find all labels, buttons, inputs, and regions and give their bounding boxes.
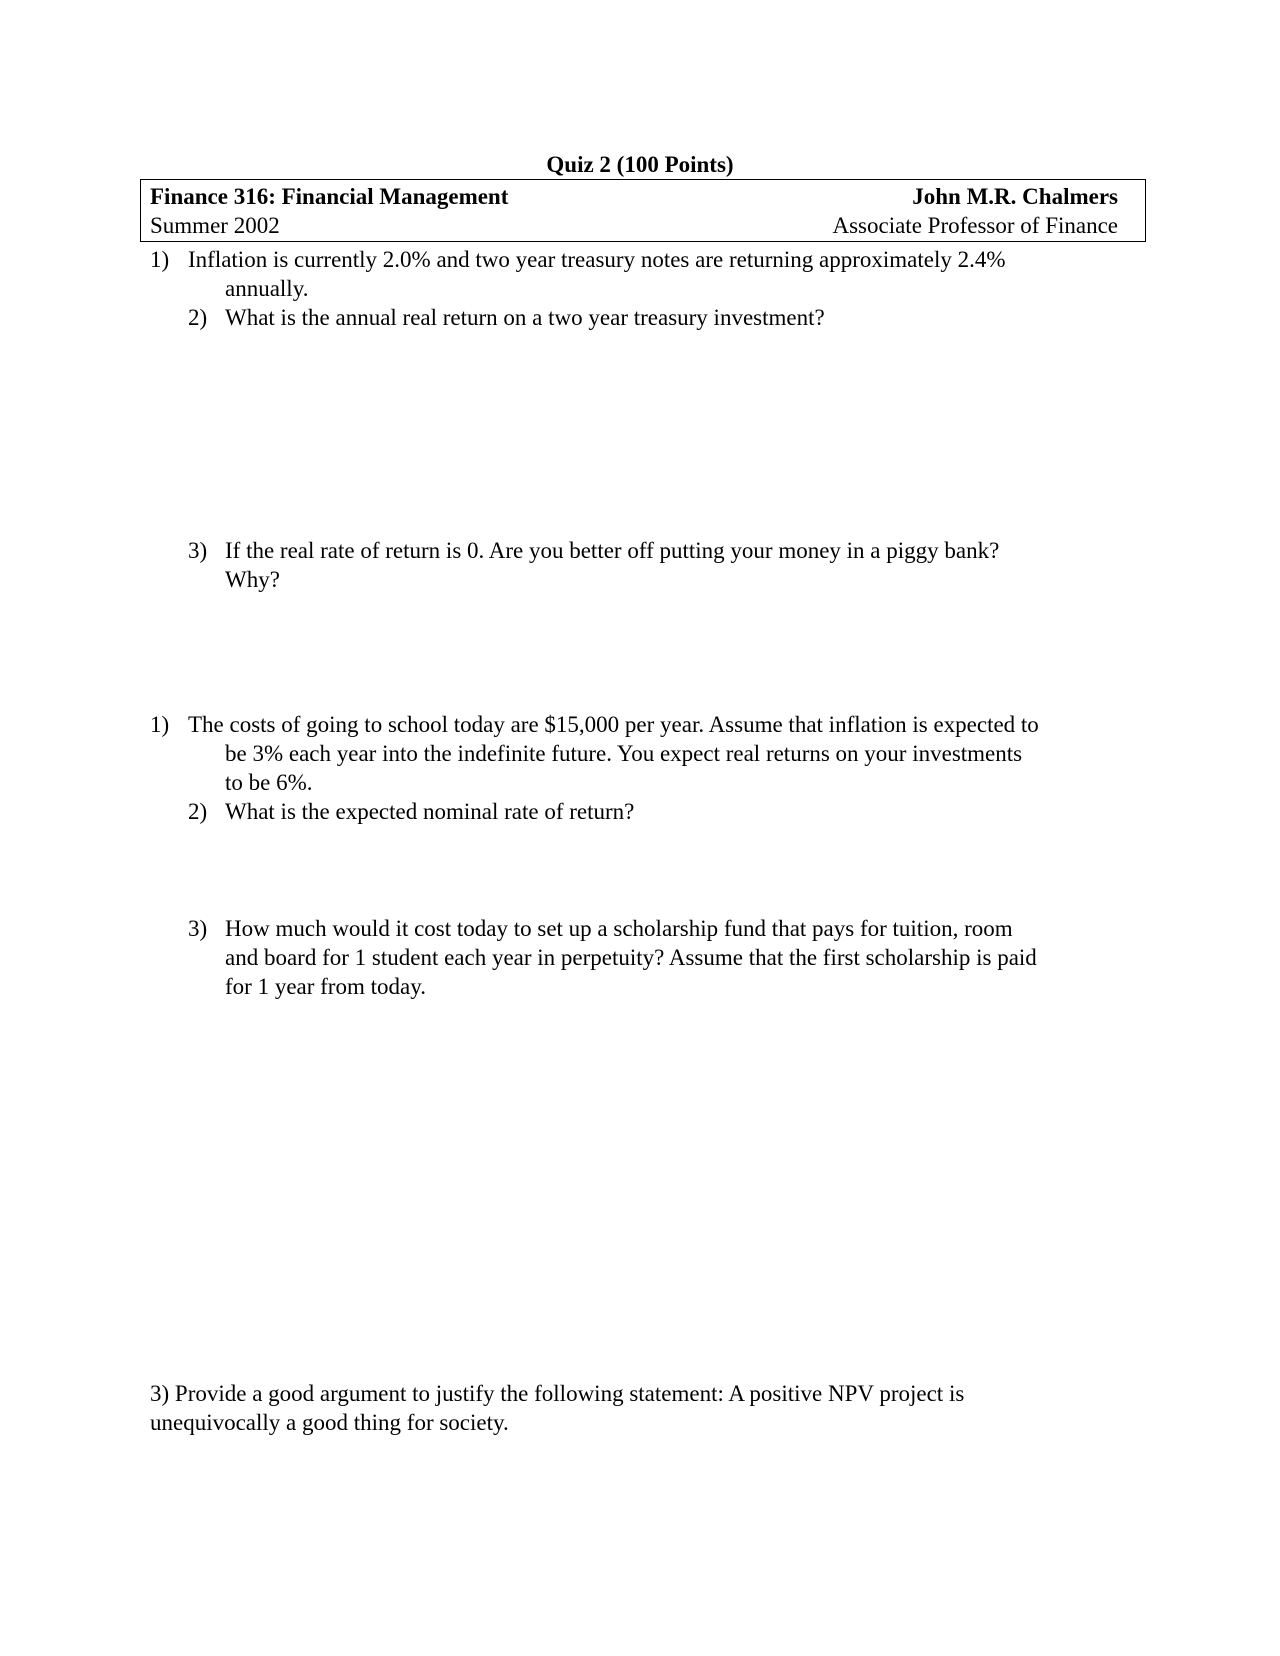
instructor-name: John M.R. Chalmers [912,184,1118,209]
question-text-line: be 3% each year into the indefinite future. You expect real returns on your investments [225,741,1023,766]
question-text-line: unequivocally a good thing for society. [150,1410,509,1435]
question-text-line: annually. [225,276,309,301]
subquestion-text: for 1 year from today. [225,974,426,999]
course-header-box [140,179,1146,242]
subquestion-number: 3) [188,916,208,941]
question-text-line: The costs of going to school today are $15,000 per year. Assume that inflation is expected to [188,712,1039,737]
subquestion-number: 2) [188,799,208,824]
subquestion-text: If the real rate of return is 0. Are you better off putting your money in a piggy bank? [225,538,1000,563]
question-text-line: to be 6%. [225,770,313,795]
subquestion-text: How much would it cost today to set up a scholarship fund that pays for tuition, room [225,916,1013,941]
subquestion-text: and board for 1 student each year in perpetuity? Assume that the first scholarship is paid [225,945,1037,970]
subquestion-text: Why? [225,567,280,592]
question-text-line: Inflation is currently 2.0% and two year treasury notes are returning approximately 2.4% [188,247,1006,272]
subquestion-text: What is the expected nominal rate of return? [225,799,635,824]
question-text-line: 3) Provide a good argument to justify the following statement: A positive NPV project is [150,1381,965,1406]
subquestion-text: What is the annual real return on a two year treasury investment? [225,305,825,330]
instructor-title: Associate Professor of Finance [832,213,1118,238]
subquestion-number: 3) [188,538,208,563]
course-name: Finance 316: Financial Management [150,184,509,209]
term: Summer 2002 [150,213,280,238]
question-number: 1) [150,712,170,737]
header-row-1 [150,182,1118,211]
quiz-title: Quiz 2 (100 Points) [546,152,734,177]
header-row-2 [150,211,1118,240]
question-number: 1) [150,247,170,272]
subquestion-number: 2) [188,305,208,330]
